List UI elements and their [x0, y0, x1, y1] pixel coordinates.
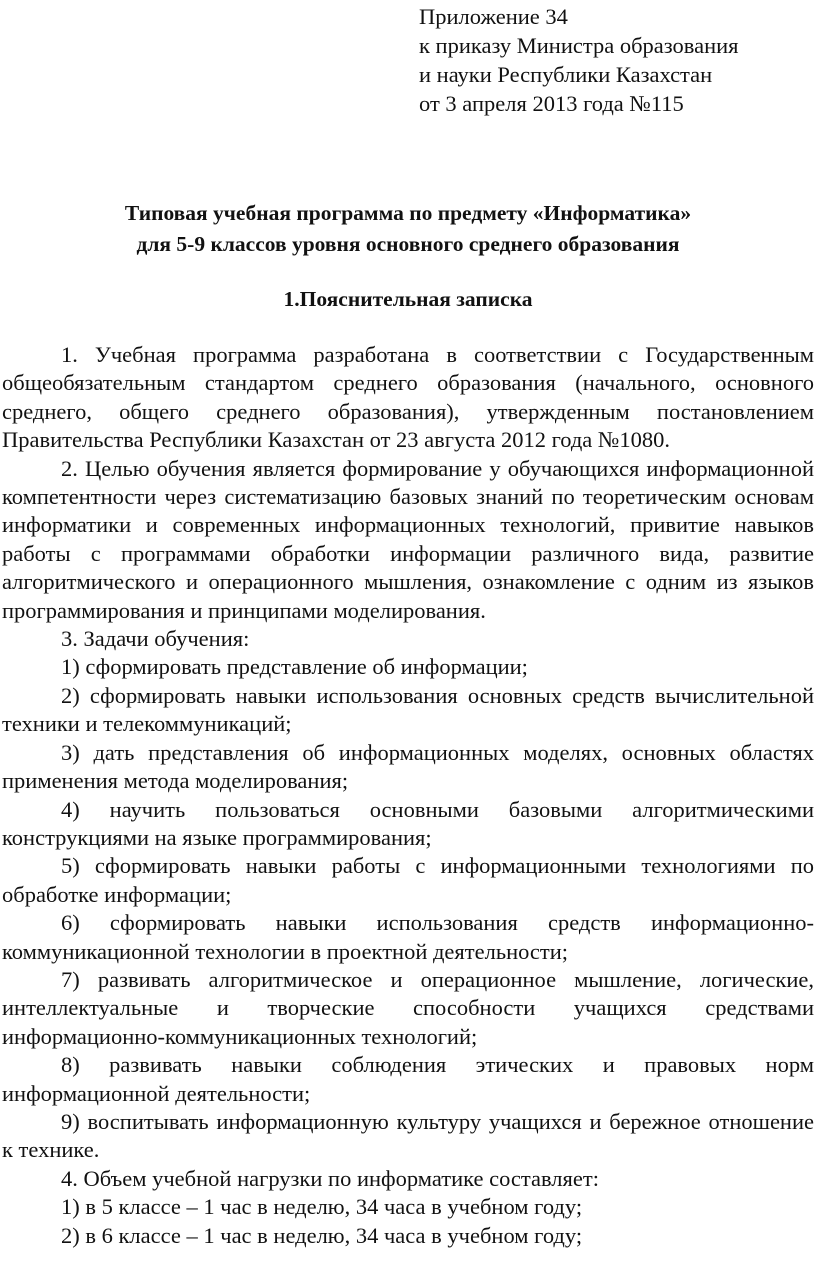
- document-body: [2, 341, 814, 1250]
- paragraph-number: 2.: [61, 455, 78, 481]
- section-heading: 1.Пояснительная записка: [283, 287, 533, 311]
- list-item-number: 4): [61, 796, 80, 822]
- list-item-number: 2): [61, 682, 80, 708]
- tasks-list: [2, 653, 814, 1164]
- list-item-text: развивать алгоритмическое и операционное мышление, логические, интеллектуальные и творческие способности учащихся средствами информационно-коммуникационных технологий;: [2, 966, 815, 1049]
- appendix-header: [419, 2, 739, 118]
- load-item: [2, 1193, 814, 1221]
- list-item-text: сформировать навыки работы с информационными технологиями по обработке информации;: [2, 853, 814, 907]
- list-item-text: дать представления об информационных моделях, основных областях применения метода моделирования;: [2, 739, 814, 794]
- list-item-number: 8): [61, 1052, 80, 1078]
- title-line: Типовая учебная программа по предмету «Информатика»: [124, 201, 692, 225]
- task-item: [2, 796, 814, 853]
- appendix-line: Приложение 34: [419, 4, 568, 29]
- list-item-text: развивать навыки соблюдения этических и правовых норм информационной деятельности;: [2, 1052, 815, 1106]
- task-item: [2, 966, 814, 1051]
- paragraph-2-text: Целью обучения является формирование у обучающихся информационной компетентности через систематизацию базовых знаний по теоретическим основам информатики и современных информационных технологий, привитие навыков работы с программами обработки информации различного вида, развитие алгоритмического и операционного мышления, ознакомление с одним из языков программирования и принципами моделирования.: [2, 455, 815, 623]
- list-item-number: 9): [61, 1108, 80, 1134]
- document-title: [0, 198, 816, 260]
- task-item: [2, 852, 814, 909]
- task-item: [2, 653, 814, 681]
- list-item-text: сформировать навыки использования основных средств вычислительной техники и телекоммуникаций;: [2, 682, 814, 737]
- list-item-number: 2): [61, 1222, 80, 1248]
- load-list: [2, 1193, 814, 1250]
- list-item-text: воспитывать информационную культуру учащихся и бережное отношение к технике.: [2, 1108, 815, 1163]
- appendix-line: к приказу Министра образования: [419, 33, 739, 58]
- paragraph-2: [2, 455, 814, 625]
- task-item: [2, 682, 814, 739]
- appendix-line: и науки Республики Казахстан: [419, 62, 713, 87]
- list-item-number: 7): [61, 966, 80, 992]
- list-item-text: сформировать представление об информации;: [85, 654, 528, 680]
- list-item-number: 6): [61, 910, 80, 936]
- paragraph-1: 1. Учебная программа разработана в соответствии с Государственным общеобязательным стандартом среднего образования (начального, основного среднего, общего среднего образования), утвержденным постановлением Правительства Республики Казахстан от 23 августа 2012 года №1080.: [2, 342, 814, 453]
- load-item: [2, 1222, 814, 1250]
- task-item: [2, 1108, 814, 1165]
- task-item: [2, 739, 814, 796]
- title-line: для 5-9 классов уровня основного среднего образования: [136, 232, 680, 256]
- task-item: [2, 909, 814, 966]
- paragraph-3: 3. Задачи обучения:: [61, 626, 250, 652]
- list-item-number: 1): [61, 1194, 80, 1220]
- list-item-text: сформировать навыки использования средств информационно-коммуникационной технологии в проектной деятельности;: [2, 910, 814, 964]
- task-item: [2, 1051, 814, 1108]
- list-item-number: 3): [61, 739, 80, 765]
- list-item-number: 5): [61, 853, 80, 879]
- list-item-text: в 5 классе – 1 час в неделю, 34 часа в учебном году;: [85, 1194, 583, 1220]
- list-item-number: 1): [61, 654, 80, 680]
- list-item-text: в 6 классе – 1 час в неделю, 34 часа в учебном году;: [85, 1222, 583, 1248]
- appendix-line: от 3 апреля 2013 года №115: [419, 91, 684, 116]
- list-item-text: научить пользоваться основными базовыми алгоритмическими конструкциями на языке программирования;: [2, 796, 815, 850]
- paragraph-4: 4. Объем учебной нагрузки по информатике составляет:: [61, 1165, 599, 1191]
